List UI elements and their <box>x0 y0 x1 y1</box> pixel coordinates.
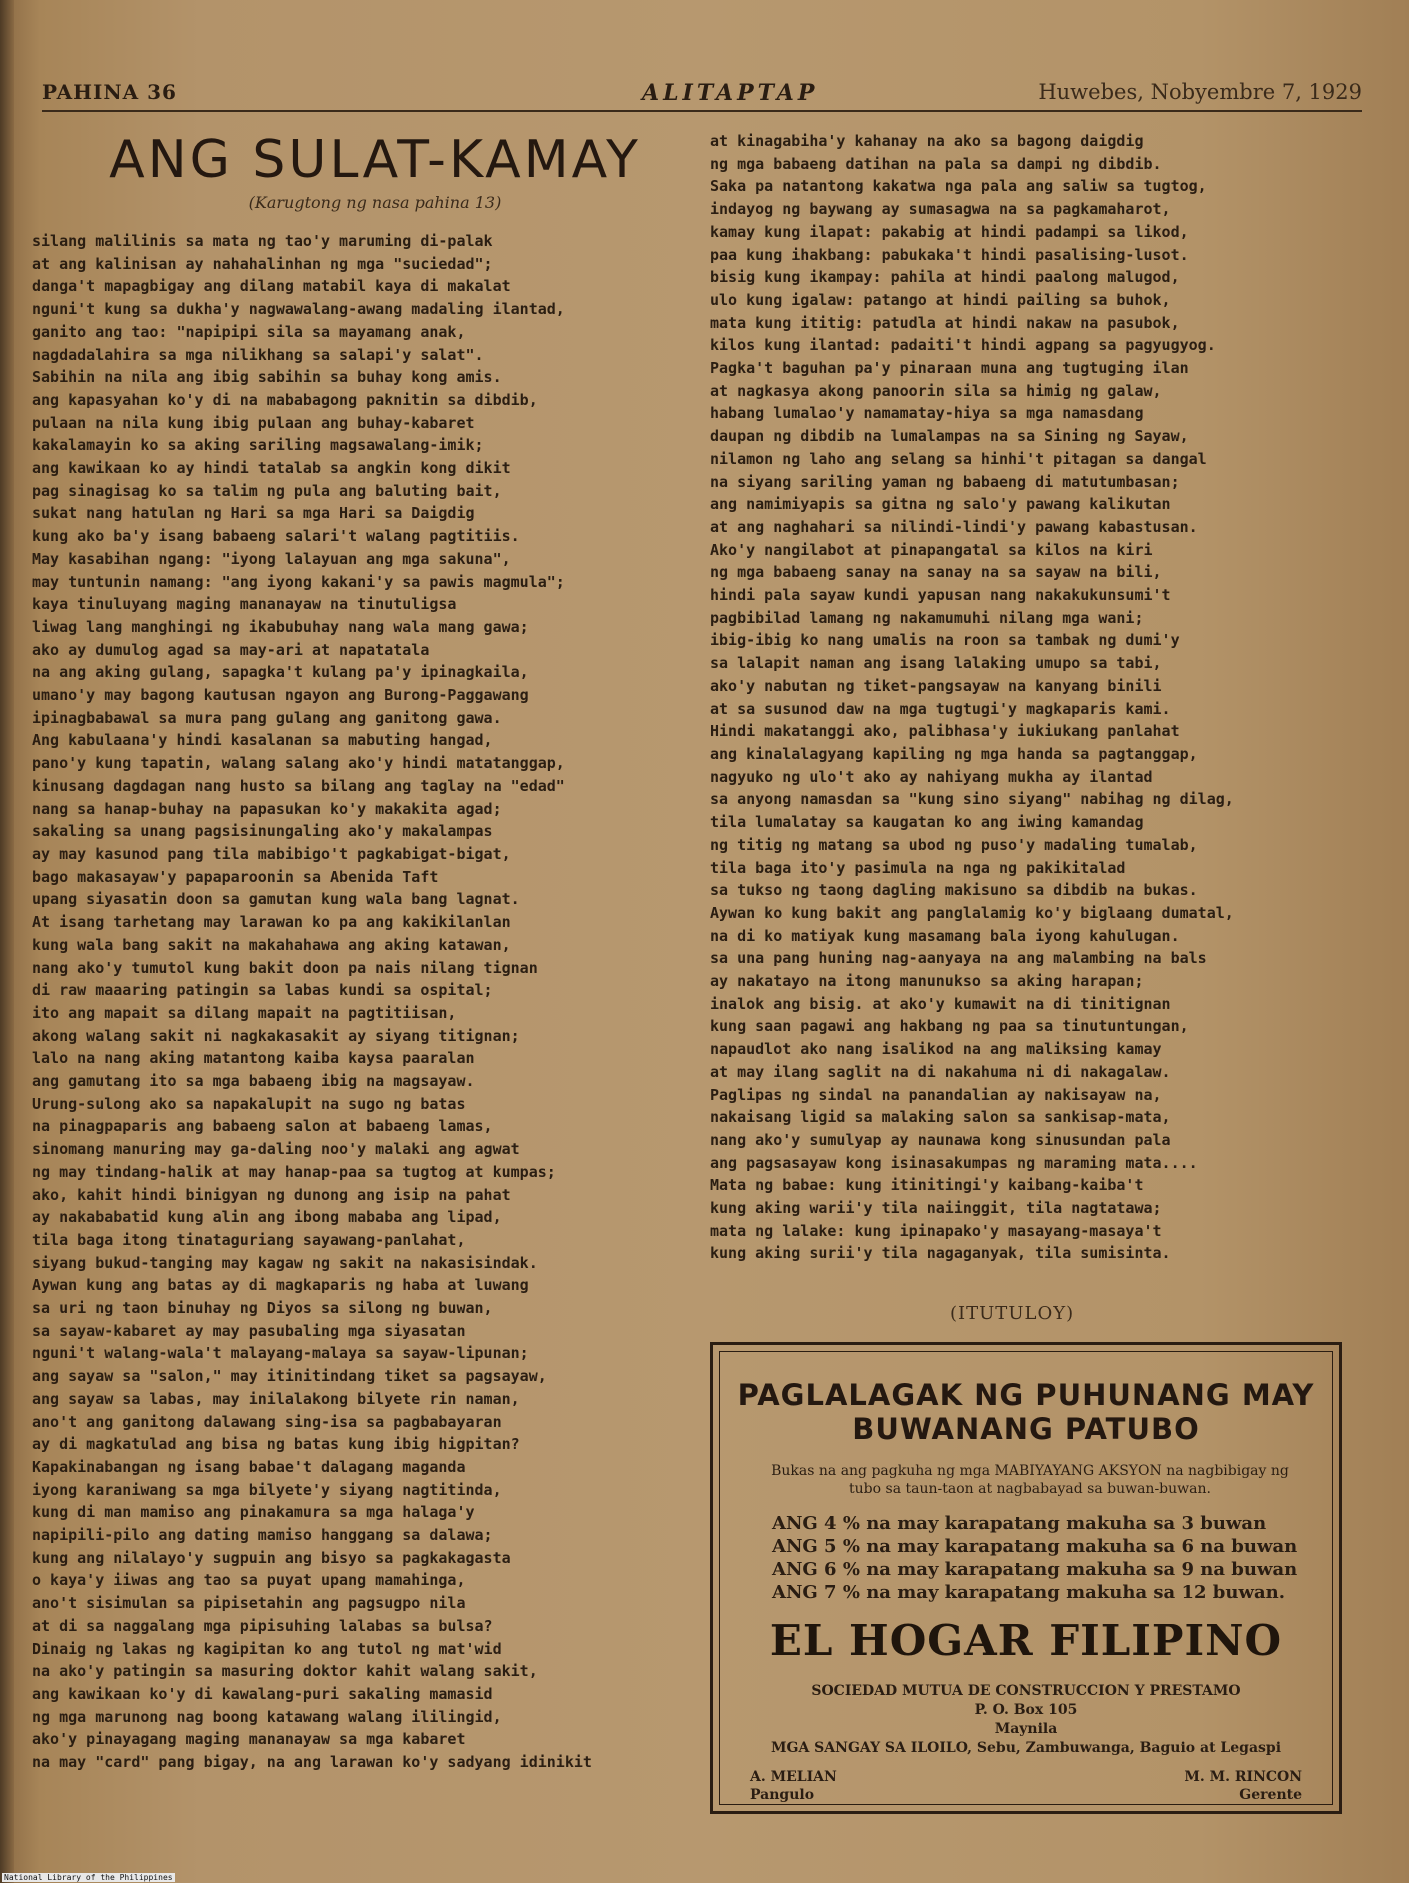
article-line: Dinaig ng lakas ng kagipitan ko ang tutol ng mat'wid <box>32 1639 502 1658</box>
article-line: indayog ng baywang ay sumasagwa na sa pagkamaharot, <box>710 200 1171 219</box>
article-line: mata ng lalake: kung ipinapako'y masayang-masaya't <box>710 1221 1162 1240</box>
article-line: kakalamayin ko sa aking sariling magsawalang-imik; <box>32 436 484 455</box>
article-line: Ang kabulaana'y hindi kasalanan sa mabuting hangad, <box>32 731 493 750</box>
article-line: upang siyasatin doon sa gamutan kung wala bang lagnat. <box>32 890 520 909</box>
article-line: danga't mapagbigay ang dilang matabil kaya di makalat <box>32 277 511 296</box>
archive-credit: National Library of the Philippines <box>4 1873 173 1882</box>
article-line: sinomang manuring may ga-daling noo'y malaki ang agwat <box>32 1140 520 1159</box>
article-line: kilos kung ilantad: padaiti't hindi agpang sa pagyugyog. <box>710 336 1216 355</box>
article-line: iyong karaniwang sa mga bilyete'y siyang nagtitinda, <box>32 1480 502 1499</box>
article-line: pulaan na nila kung ibig pulaan ang buhay-kabaret <box>32 413 475 432</box>
ad-brand: EL HOGAR FILIPINO <box>769 1616 1283 1665</box>
article-column-1 <box>32 230 652 1774</box>
article-line: kung saan pagawi ang hakbang ng paa sa tinutuntungan, <box>710 1017 1189 1036</box>
article-line: nilamon ng laho ang selang sa hinhi't pitagan sa dangal <box>710 449 1207 468</box>
article-line: ay may kasunod pang tila mabibigo't pagkabigat-bigat, <box>32 844 511 863</box>
article-line: ng mga marunong nag boong katawang walang ililingid, <box>32 1707 502 1726</box>
article-line: daupan ng dibdib na lumalampas na sa Sining ng Sayaw, <box>710 427 1189 446</box>
article-line: ang namimiyapis sa gitna ng salo'y pawang kalikutan <box>710 495 1171 514</box>
article-line: ako ay dumulog agad sa may-ari at napatatala <box>32 640 430 659</box>
article-line: ang gamutang ito sa mga babaeng ibig na magsayaw. <box>32 1072 475 1091</box>
article-line: inalok ang bisig. at ako'y kumawit na di tinitignan <box>710 994 1171 1013</box>
article-line: ang kawikaan ko ay hindi tatalab sa angkin kong dikit <box>32 459 511 478</box>
article-line: Mata ng babae: kung itinitingi'y kaibang-kaiba't <box>710 1176 1144 1195</box>
article-line: di raw maaaring patingin sa labas kundi sa ospital; <box>32 981 493 1000</box>
ad-right-role: Gerente <box>1239 1787 1302 1803</box>
article-line: sa tukso ng taong dagling makisuno sa dibdib na bukas. <box>710 881 1198 900</box>
continued-marker: (ITUTULOY) <box>950 1303 1075 1324</box>
ad-branches: MGA SANGAY SA ILOILO, Sebu, Zambuwanga, Baguio at Legaspi <box>770 1740 1282 1756</box>
article-line: ang kinalalagyang kapiling ng mga handa sa pagtanggap, <box>710 744 1198 763</box>
article-line: kung di man mamiso ang pinakamura sa mga halaga'y <box>32 1503 475 1522</box>
article-line: ipinagbabawal sa mura pang gulang ang ganitong gawa. <box>32 708 502 727</box>
article-line: ito ang mapait sa dilang mapait na pagtitiisan, <box>32 1003 457 1022</box>
ad-signatory-right <box>1184 1768 1302 1804</box>
ad-headline <box>720 1378 1332 1446</box>
article-title: ANG SULAT-KAMAY <box>109 130 641 190</box>
article-line: bisig kung ikampay: pahila at hindi paalong malugod, <box>710 268 1180 287</box>
article-line: liwag lang manghingi ng ikabubuhay nang wala mang gawa; <box>32 617 529 636</box>
article-line: umano'y may bagong kautusan ngayon ang Burong-Paggawang <box>32 686 529 705</box>
article-line: kung aking warii'y tila naiinggit, tila nagtatawa; <box>710 1199 1162 1218</box>
article-line: ibig-ibig ko nang umalis na roon sa tambak ng dumi'y <box>710 631 1180 650</box>
article-line: kung ang nilalayo'y sugpuin ang bisyo sa pagkakagasta <box>32 1548 511 1567</box>
article-line: akong walang sakit ni nagkakasakit ay siyang titignan; <box>32 1026 520 1045</box>
article-line: Aywan ko kung bakit ang panglalamig ko'y biglaang dumatal, <box>710 903 1234 922</box>
article-line: na may "card" pang bigay, na ang larawan ko'y sadyang idinikit <box>32 1753 592 1772</box>
ad-rate-item: ANG 5 % na may karapatang makuha sa 6 na buwan <box>772 1536 1298 1557</box>
ad-rate-item: ANG 6 % na may karapatang makuha sa 9 na buwan <box>772 1559 1298 1580</box>
article-line: ang kawikaan ko'y di kawalang-puri sakaling mamasid <box>32 1685 493 1703</box>
article-line: na siyang sariling yaman ng babaeng di matutumbasan; <box>710 472 1180 491</box>
article-line: at kinagabiha'y kahanay na ako sa bagong daigdig <box>710 132 1144 150</box>
ad-headline-line-2: BUWANANG PATUBO <box>852 1412 1200 1446</box>
article-line: hindi pala sayaw kundi yapusan nang nakakukunsumi't <box>710 586 1171 605</box>
article-line: pano'y kung tapatin, walang salang ako'y hindi matatanggap, <box>32 754 565 773</box>
article-line: ang kapasyahan ko'y di na mababagong paknitin sa dibdib, <box>32 390 538 409</box>
article-line: ng may tindang-halik at may hanap-paa sa tugtog at kumpas; <box>32 1162 556 1181</box>
article-line: nagyuko ng ulo't ako ay nahiyang mukha ay ilantad <box>710 767 1153 786</box>
article-line: nagdadalahira sa mga nilikhang sa salapi'y salat". <box>32 345 484 364</box>
article-line: sa una pang huning nag-aanyaya na ang malambing na bals <box>710 949 1207 968</box>
article-line: o kaya'y iiwas ang tao sa puyat upang mamahinga, <box>32 1571 466 1590</box>
article-line: ganito ang tao: "napipipi sila sa mayamang anak, <box>32 322 466 341</box>
article-line: kung aking surii'y tila nagaganyak, tila sumisinta. <box>710 1244 1171 1263</box>
article-line: Aywan kung ang batas ay di magkaparis ng haba at luwang <box>32 1276 529 1295</box>
article-line: tila baga ito'y pasimula na nga ng pakikitalad <box>710 858 1126 877</box>
article-line: na di ko matiyak kung masamang bala iyong kahulugan. <box>710 926 1180 945</box>
ad-company-details <box>720 1682 1332 1758</box>
page-number: PAHINA 36 <box>42 80 177 104</box>
article-line: at nagkasya akong panoorin sila sa himig ng galaw, <box>710 381 1162 400</box>
ad-intro: Bukas na ang pagkuha ng mga MABIYAYANG AKSYON na nagbibigay ng tubo sa taun-taon at nagbabayad sa buwan-buwan. <box>771 1463 1289 1497</box>
article-line: ang sayaw sa labas, may inilalakong bilyete rin naman, <box>32 1389 520 1408</box>
ad-pobox: P. O. Box 105 <box>974 1702 1078 1718</box>
ad-rates-list <box>772 1512 1312 1604</box>
article-line: kinusang dagdagan nang husto sa bilang ang taglay na "edad" <box>32 776 565 795</box>
advertisement-box <box>710 1342 1342 1814</box>
article-line: nang ako'y tumutol kung bakit doon pa nais nilang tignan <box>32 958 538 977</box>
article-line: bago makasayaw'y papaparoonin sa Abenida Taft <box>32 867 439 886</box>
article-subtitle: (Karugtong ng nasa pahina 13) <box>248 193 502 212</box>
article-line: at ang kalinisan ay nahahalinhan ng mga "suciedad"; <box>32 254 493 273</box>
article-line: Saka pa natantong kakatwa nga pala ang saliw sa tugtog, <box>710 177 1207 196</box>
article-line: ulo kung igalaw: patango at hindi pailing sa buhok, <box>710 290 1171 309</box>
page-edge-shadow <box>0 0 14 1883</box>
ad-left-name: A. MELIAN <box>750 1769 837 1785</box>
article-line: Kapakinabangan ng isang babae't dalagang maganda <box>32 1457 466 1476</box>
article-line: silang malilinis sa mata ng tao'y maruming di-palak <box>32 232 493 250</box>
advertisement-inner-border <box>719 1351 1333 1805</box>
article-line: ako, kahit hindi binigyan ng dunong ang isip na pahat <box>32 1185 511 1204</box>
article-line: mata kung ititig: patudla at hindi nakaw na pasubok, <box>710 313 1180 332</box>
article-line: ay nakababatid kung alin ang ibong mababa ang lipad, <box>32 1208 502 1227</box>
issue-date: Huwebes, Nobyembre 7, 1929 <box>1038 80 1362 104</box>
page-header <box>42 80 1362 110</box>
article-line: lalo na nang aking matantong kaiba kaysa paaralan <box>32 1049 475 1068</box>
publication-name: ALITAPTAP <box>642 80 819 106</box>
ad-society: SOCIEDAD MUTUA DE CONSTRUCCION Y PRESTAMO <box>811 1683 1241 1699</box>
article-line: may tuntunin namang: "ang iyong kakani'y sa pawis magmula"; <box>32 572 565 591</box>
ad-headline-line-1: PAGLALAGAK NG PUHUNANG MAY <box>737 1378 1315 1412</box>
article-line: paa kung ihakbang: pabukaka't hindi pasalising-lusot. <box>710 245 1189 264</box>
article-line: at di sa naggalang mga pipisuhing lalabas sa bulsa? <box>32 1616 493 1635</box>
article-line: napaudlot ako nang isalikod na ang maliksing kamay <box>710 1040 1162 1059</box>
article-line: kung ako ba'y isang babaeng salari't walang pagtitiis. <box>32 527 520 546</box>
article-line: pagbibilad lamang ng nakamumuhi nilang mga wani; <box>710 608 1144 627</box>
article-line: habang lumalao'y namamatay-hiya sa mga namasdang <box>710 404 1144 423</box>
article-line: sukat nang hatulan ng Hari sa mga Hari sa Daigdig <box>32 504 475 523</box>
article-line: na pinagpaparis ang babaeng salon at babaeng lamas, <box>32 1117 493 1136</box>
article-line: nakaisang ligid sa malaking salon sa sankisap-mata, <box>710 1108 1171 1127</box>
article-line: May kasabihan ngang: "iyong lalayuan ang mga sakuna", <box>32 549 511 568</box>
article-line: nguni't kung sa dukha'y nagwawalang-awang madaling ilantad, <box>32 300 565 319</box>
article-line: ng titig ng matang sa ubod ng puso'y madaling tumalab, <box>710 835 1198 854</box>
ad-right-name: M. M. RINCON <box>1184 1769 1302 1785</box>
article-line: na ang aking gulang, sapagka't kulang pa'y ipinagkaila, <box>32 663 529 682</box>
article-line: sa sayaw-kabaret ay may pasubaling mga siyasatan <box>32 1321 466 1340</box>
article-line: ang pagsasayaw kong isinasakumpas ng maraming mata.... <box>710 1153 1198 1172</box>
article-line: sakaling sa unang pagsisinungaling ako'y makalampas <box>32 822 493 841</box>
article-line: Ako'y nangilabot at pinapangatal sa kilos na kiri <box>710 540 1153 559</box>
article-line: ang sayaw sa "salon," may itinitindang tiket sa pagsayaw, <box>32 1367 547 1386</box>
article-line: ano't sisimulan sa pipisetahin ang pagsugpo nila <box>32 1594 466 1613</box>
article-line: At isang tarhetang may larawan ko pa ang kakikilanlan <box>32 913 511 932</box>
article-line: sa lalapit naman ang isang lalaking umupo sa tabi, <box>710 654 1162 673</box>
article-line: ako'y pinayagang maging mananayaw sa mga kabaret <box>32 1730 466 1749</box>
article-line: Sabihin na nila ang ibig sabihin sa buhay kong amis. <box>32 368 502 387</box>
header-rule <box>42 110 1362 112</box>
ad-city: Maynila <box>994 1721 1058 1737</box>
article-column-2 <box>710 130 1310 1265</box>
article-line: ay nakatayo na itong manunukso sa aking harapan; <box>710 972 1144 991</box>
article-line: siyang bukud-tanging may kagaw ng sakit na nakasisindak. <box>32 1253 538 1272</box>
article-line: na ako'y patingin sa masuring doktor kahit walang sakit, <box>32 1662 538 1681</box>
article-line: ay di magkatulad ang bisa ng batas kung ibig higpitan? <box>32 1435 520 1454</box>
article-line: Paglipas ng sindal na panandalian ay nakisayaw na, <box>710 1085 1162 1104</box>
article-line: tila lumalatay sa kaugatan ko ang iwing kamandag <box>710 813 1144 832</box>
article-line: at ang naghahari sa nilindi-lindi'y pawang kabastusan. <box>710 517 1198 536</box>
article-line: nguni't walang-wala't malayang-malaya sa sayaw-lipunan; <box>32 1344 529 1363</box>
article-line: ng mga babaeng datihan na pala sa dampi ng dibdib. <box>710 154 1162 173</box>
article-line: ng mga babaeng sanay na sanay na sa sayaw na bili, <box>710 563 1162 582</box>
article-line: at may ilang saglit na di nakahuma ni di nakagalaw. <box>710 1062 1171 1081</box>
article-line: sa anyong namasdan sa "kung sino siyang" nabihag ng dilag, <box>710 790 1234 809</box>
article-line: Hindi makatanggi ako, palibhasa'y iukiukang panlahat <box>710 722 1180 741</box>
article-line: pag sinagisag ko sa talim ng pula ang baluting bait, <box>32 481 502 500</box>
ad-rate-item: ANG 7 % na may karapatang makuha sa 12 buwan. <box>772 1582 1285 1603</box>
article-line: at sa susunod daw na mga tugtugi'y magkaparis kami. <box>710 699 1171 718</box>
article-line: kamay kung ilapat: pakabig at hindi padampi sa likod, <box>710 222 1189 241</box>
article-line: Urung-sulong ako sa napakalupit na sugo ng batas <box>32 1094 466 1113</box>
article-line: kung wala bang sakit na makahahawa ang aking katawan, <box>32 935 511 954</box>
article-line: nang ako'y sumulyap ay naunawa kong sinusundan pala <box>710 1130 1171 1149</box>
article-line: napipili-pilo ang dating mamiso hanggang sa dalawa; <box>32 1526 493 1545</box>
ad-rate-item: ANG 4 % na may karapatang makuha sa 3 buwan <box>772 1513 1267 1534</box>
article-line: tila baga itong tinataguriang sayawang-panlahat, <box>32 1230 466 1249</box>
article-line: ako'y nabutan ng tiket-pangsayaw na kanyang binili <box>710 676 1162 695</box>
article-line: ano't ang ganitong dalawang sing-isa sa pagbabayaran <box>32 1412 502 1431</box>
article-line: sa uri ng taon binuhay ng Diyos sa silong ng buwan, <box>32 1299 493 1318</box>
ad-signatory-left <box>750 1768 837 1804</box>
article-line: kaya tinuluyang maging mananayaw na tinutuligsa <box>32 595 457 614</box>
article-line: Pagka't baguhan pa'y pinaraan muna ang tugtuging ilan <box>710 359 1189 378</box>
ad-left-role: Pangulo <box>750 1787 815 1803</box>
article-line: nang sa hanap-buhay na papasukan ko'y makakita agad; <box>32 799 502 818</box>
